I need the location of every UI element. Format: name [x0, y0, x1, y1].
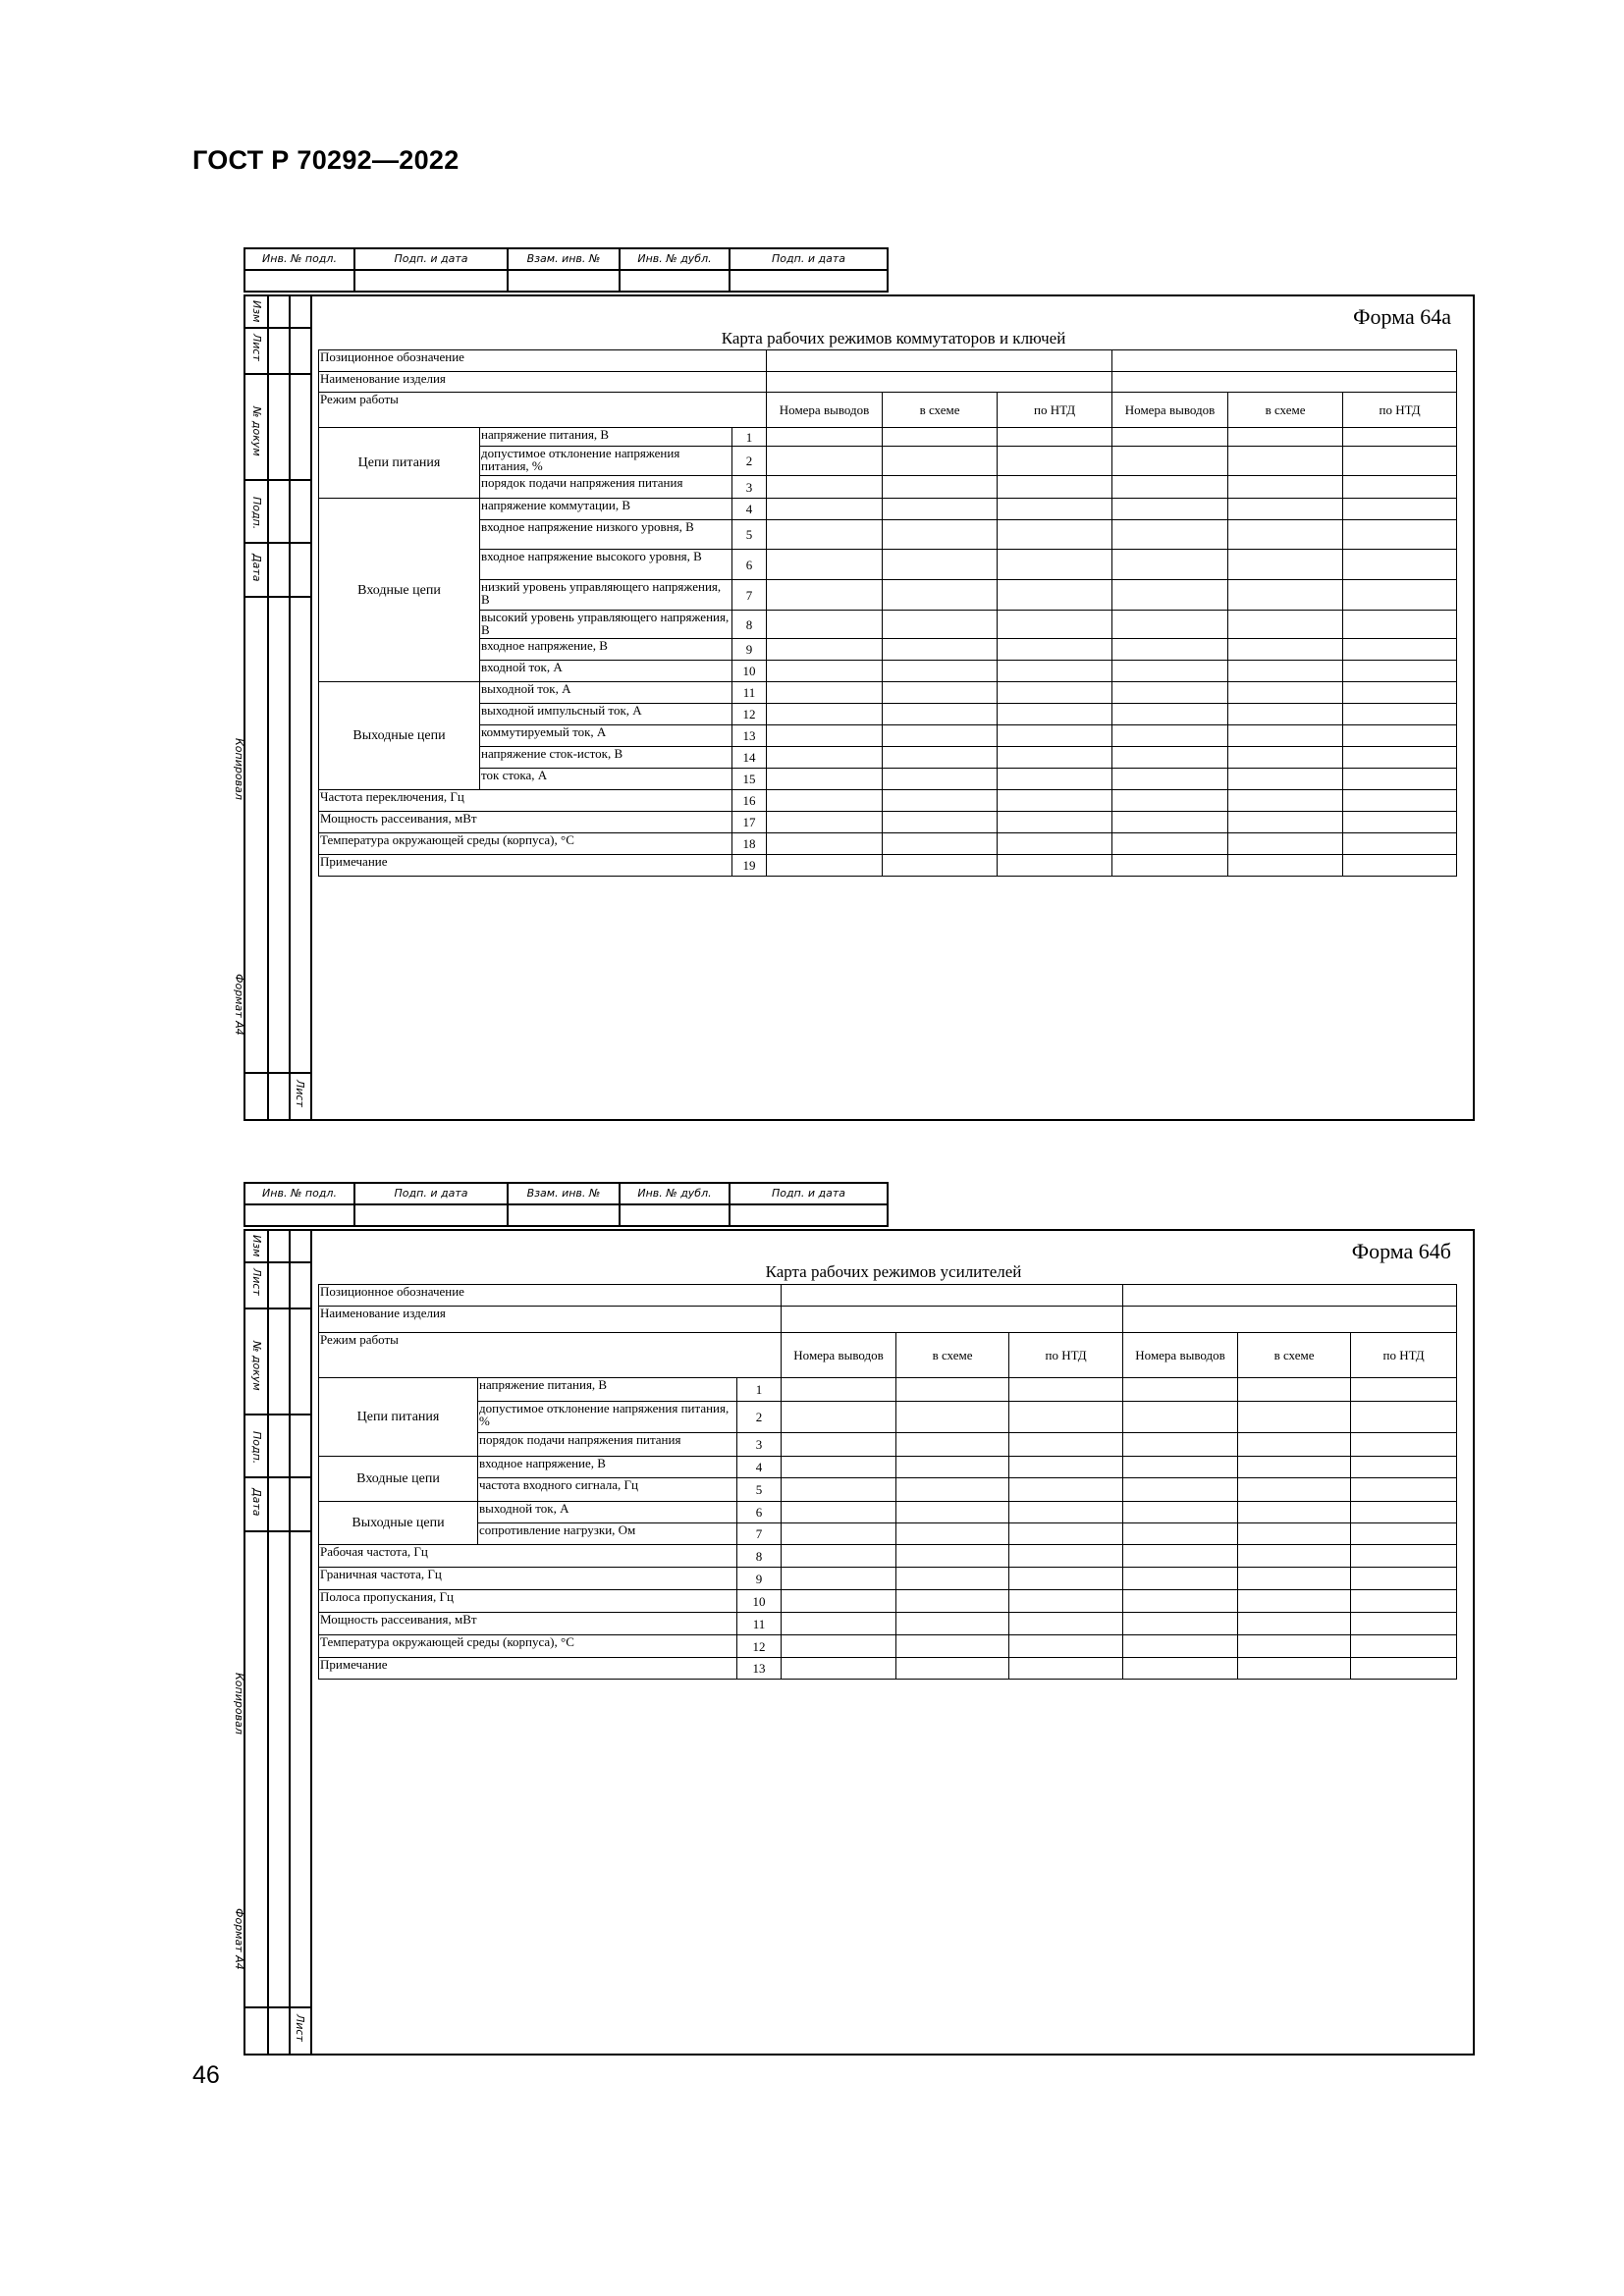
row-label: Примечание [319, 855, 732, 877]
stamp-cell [508, 1204, 620, 1226]
row-number: 7 [737, 1523, 782, 1545]
table-cell [1112, 350, 1457, 372]
row-label: входное напряжение высокого уровня, В [480, 550, 732, 580]
stamp-label-sign-date-2: Подп. и дата [730, 248, 888, 270]
row-label: ток стока, А [480, 769, 732, 790]
group-output-circuits: Выходные цепи [319, 1502, 478, 1545]
margin-label-sign: Подп. [250, 497, 263, 530]
row-number: 12 [732, 704, 767, 725]
row-label: выходной ток, А [480, 682, 732, 704]
group-input-circuits: Входные цепи [319, 1457, 478, 1502]
form-title: Карта рабочих режимов усилителей [765, 1262, 1022, 1281]
row-label: Примечание [319, 1658, 737, 1680]
col-header-pins: Номера выводов [1123, 1333, 1238, 1378]
stamp-label-sign-date-2: Подп. и дата [730, 1183, 888, 1204]
table-cell [767, 350, 1112, 372]
col-header-per-ntd: по НТД [1343, 393, 1457, 428]
row-number: 3 [737, 1433, 782, 1457]
row-label: Рабочая частота, Гц [319, 1545, 737, 1568]
row-number: 5 [732, 520, 767, 550]
row-label: входное напряжение, В [478, 1457, 737, 1478]
regime-table [318, 1284, 1457, 1680]
form-64b [233, 1182, 1475, 2065]
stamp-cell [620, 1204, 730, 1226]
product-name-label: Наименование изделия [319, 1307, 782, 1333]
position-designation-label: Позиционное обозначение [319, 350, 767, 372]
stamp-label-inv-orig: Инв. № подл. [244, 1183, 354, 1204]
col-header-pins: Номера выводов [767, 393, 883, 428]
row-number: 12 [737, 1635, 782, 1658]
row-label: напряжение питания, В [480, 428, 732, 447]
stamp-label-sign-date: Подп. и дата [354, 248, 508, 270]
row-number: 13 [732, 725, 767, 747]
row-number: 1 [732, 428, 767, 447]
row-number: 17 [732, 812, 767, 833]
row-number: 16 [732, 790, 767, 812]
row-number: 4 [732, 499, 767, 520]
margin-label-izm: Изм [250, 1235, 263, 1257]
row-label: высокий уровень управляющего напряжения, В [480, 611, 732, 639]
col-header-in-scheme: в схеме [1228, 393, 1343, 428]
stamp-cell [730, 1204, 888, 1226]
row-label: входной ток, А [480, 661, 732, 682]
group-input-circuits: Входные цепи [319, 499, 480, 682]
group-power-circuits: Цепи питания [319, 1378, 478, 1457]
stamp-label-inv-orig: Инв. № подл. [244, 248, 354, 270]
margin-label-sign: Подп. [250, 1431, 263, 1465]
margin-label-copied: Копировал [233, 738, 245, 800]
row-number: 8 [732, 611, 767, 639]
col-header-in-scheme: в схеме [896, 1333, 1009, 1378]
stamp-cell [244, 1204, 354, 1226]
stamp-cell [354, 1204, 508, 1226]
row-number: 2 [737, 1402, 782, 1433]
group-output-circuits: Выходные цепи [319, 682, 480, 790]
margin-label-list: Лист [250, 334, 263, 361]
row-label: Температура окружающей среды (корпуса), °С [319, 833, 732, 855]
row-number: 6 [732, 550, 767, 580]
stamp-label-sign-date: Подп. и дата [354, 1183, 508, 1204]
row-label: допустимое отклонение напряжения питания, % [480, 447, 732, 476]
margin-label-copied: Копировал [233, 1673, 245, 1735]
row-number: 8 [737, 1545, 782, 1568]
row-number: 10 [737, 1590, 782, 1613]
margin-label-doc-no: № докум [250, 406, 263, 456]
row-number: 15 [732, 769, 767, 790]
row-label: входное напряжение низкого уровня, В [480, 520, 732, 550]
table-cell [767, 372, 1112, 393]
stamp-label-replace-inv: Взам. инв. № [508, 248, 620, 270]
product-name-label: Наименование изделия [319, 372, 767, 393]
col-header-per-ntd: по НТД [1351, 1333, 1457, 1378]
stamp-cell [244, 270, 354, 292]
row-label: выходной ток, А [478, 1502, 737, 1523]
row-label: Частота переключения, Гц [319, 790, 732, 812]
margin-label-date: Дата [250, 554, 263, 582]
row-label: Мощность рассеивания, мВт [319, 1613, 737, 1635]
row-label: входное напряжение, В [480, 639, 732, 661]
row-label: Полоса пропускания, Гц [319, 1590, 737, 1613]
row-number: 14 [732, 747, 767, 769]
row-number: 2 [732, 447, 767, 476]
row-number: 7 [732, 580, 767, 611]
margin-label-doc-no: № докум [250, 1341, 263, 1391]
stamp-label-inv-dup: Инв. № дубл. [620, 248, 730, 270]
col-header-per-ntd: по НТД [998, 393, 1112, 428]
stamp-table [244, 247, 889, 293]
table-cell [1123, 1307, 1457, 1333]
col-header-pins: Номера выводов [782, 1333, 896, 1378]
row-number: 1 [737, 1378, 782, 1402]
row-label: Граничная частота, Гц [319, 1568, 737, 1590]
margin-column [233, 296, 312, 1119]
table-cell [782, 1285, 1123, 1307]
row-number: 18 [732, 833, 767, 855]
operating-mode-label: Режим работы [319, 1333, 782, 1378]
table-cell [1112, 372, 1457, 393]
operating-mode-label: Режим работы [319, 393, 767, 428]
row-number: 11 [732, 682, 767, 704]
col-header-in-scheme: в схеме [883, 393, 998, 428]
col-header-in-scheme: в схеме [1238, 1333, 1351, 1378]
row-number: 9 [737, 1568, 782, 1590]
col-header-per-ntd: по НТД [1009, 1333, 1123, 1378]
stamp-table [244, 1182, 889, 1227]
row-label: напряжение питания, В [478, 1378, 737, 1402]
regime-table [318, 349, 1457, 877]
row-number: 5 [737, 1478, 782, 1502]
row-label: Мощность рассеивания, мВт [319, 812, 732, 833]
table-cell [782, 1307, 1123, 1333]
position-designation-label: Позиционное обозначение [319, 1285, 782, 1307]
stamp-cell [620, 270, 730, 292]
form-frame [233, 294, 1475, 1121]
stamp-cell [354, 270, 508, 292]
row-label: Температура окружающей среды (корпуса), °С [319, 1635, 737, 1658]
row-number: 11 [737, 1613, 782, 1635]
margin-label-sheet: Лист [294, 1080, 306, 1107]
form-64a [233, 247, 1475, 1131]
table-cell [1123, 1285, 1457, 1307]
margin-label-date: Дата [250, 1488, 263, 1517]
row-label: выходной импульсный ток, А [480, 704, 732, 725]
col-header-pins: Номера выводов [1112, 393, 1228, 428]
margin-label-izm: Изм [250, 300, 263, 323]
page-header: ГОСТ Р 70292—2022 [192, 145, 460, 175]
row-number: 10 [732, 661, 767, 682]
row-label: допустимое отклонение напряжения питания, % [478, 1402, 737, 1433]
form-title: Карта рабочих режимов коммутаторов и ключей [721, 329, 1066, 347]
stamp-cell [508, 270, 620, 292]
row-number: 3 [732, 476, 767, 499]
stamp-label-inv-dup: Инв. № дубл. [620, 1183, 730, 1204]
row-label: низкий уровень управляющего напряжения, В [480, 580, 732, 611]
row-label: напряжение коммутации, В [480, 499, 732, 520]
row-label: частота входного сигнала, Гц [478, 1478, 737, 1502]
margin-column [233, 1231, 312, 2054]
row-label: порядок подачи напряжения питания [478, 1433, 737, 1457]
form-number: Форма 64а [1353, 304, 1451, 329]
form-frame [233, 1229, 1475, 2056]
row-label: сопротивление нагрузки, Ом [478, 1523, 737, 1545]
form-number: Форма 64б [1351, 1239, 1451, 1263]
row-number: 9 [732, 639, 767, 661]
row-number: 13 [737, 1658, 782, 1680]
row-number: 19 [732, 855, 767, 877]
group-power-circuits: Цепи питания [319, 428, 480, 499]
page-number: 46 [192, 2061, 220, 2089]
margin-label-format: Формат А4 [233, 1908, 245, 1970]
margin-label-format: Формат А4 [233, 974, 245, 1036]
row-label: коммутируемый ток, А [480, 725, 732, 747]
row-number: 4 [737, 1457, 782, 1478]
stamp-label-replace-inv: Взам. инв. № [508, 1183, 620, 1204]
margin-label-sheet: Лист [294, 2014, 306, 2042]
row-number: 6 [737, 1502, 782, 1523]
row-label: порядок подачи напряжения питания [480, 476, 732, 499]
margin-label-list: Лист [250, 1268, 263, 1296]
row-label: напряжение сток-исток, В [480, 747, 732, 769]
stamp-cell [730, 270, 888, 292]
